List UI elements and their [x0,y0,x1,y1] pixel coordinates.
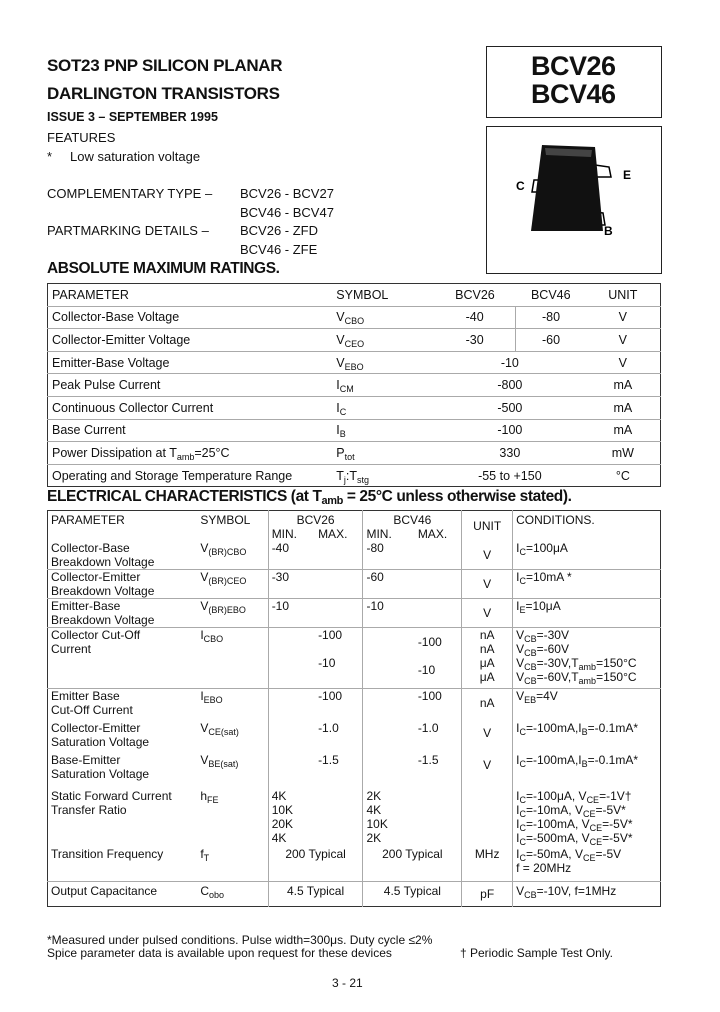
sym-sub: j [343,474,346,485]
pin-c-label: C [516,179,525,193]
footnote-3: † Periodic Sample Test Only. [460,946,613,960]
table-row [48,689,661,718]
symbol-cell [332,329,434,352]
param-cell [48,717,198,749]
unit-cell: V [462,599,513,628]
c-sub2: B [581,727,588,737]
symbol-cell [332,442,434,465]
min46-cell: -60 [363,570,415,599]
symbol-cell [197,749,268,781]
sym: V [336,310,345,325]
p1: Emitter Base [51,689,120,703]
unit-cell: °C [586,464,661,487]
max46-cell: -100 [415,689,462,718]
p1: Static Forward Current [51,789,172,803]
unit-cell: V [586,351,661,374]
max26-cell [315,628,363,689]
sym-sub: CEO [344,338,365,349]
title-line1: SOT23 PNP SILICON PLANAR [47,56,283,75]
value-cell: -55 to +150 [434,464,586,487]
symbol-cell [197,541,268,570]
bcv26-cell: -30 [434,329,516,352]
ec-h-symbol: SYMBOL [200,513,251,527]
value-cell: -500 [434,396,586,419]
unit-cell: V [462,570,513,599]
sym: V [336,355,345,370]
p-sub: amb [176,451,195,462]
sym2: :T [345,468,358,483]
unit-cell: mA [586,374,661,397]
v: 10K [366,817,388,831]
c: V [516,689,525,703]
ci: =-500mA, V [525,831,590,845]
sym-sub: (BR)EBO [208,605,246,615]
sym-sub: (BR)CEO [208,576,247,586]
pin-b-label: B [604,224,613,238]
c1b: =-5V [595,847,622,861]
partmarking-label: PARTMARKING DETAILS – [47,223,209,238]
symbol-cell [197,781,268,845]
c3b: =150°C [596,656,637,670]
param-cell: Base Current [48,419,333,442]
sym: T [336,468,344,483]
param-cell: Emitter-Base Voltage [48,351,333,374]
unit-cell: V [483,548,492,562]
typ46-cell: 200 Typical [363,845,462,882]
features-heading: FEATURES [47,130,116,145]
min26-cell: -10 [268,599,315,628]
max46-cell: -1.0 [415,717,462,749]
v: 2K [366,831,382,845]
symbol-cell [332,464,434,487]
unit-cell: V [586,306,661,329]
sym: V [200,599,209,613]
v: 4K [271,789,287,803]
sym: C [200,884,209,898]
amr-heading: ABSOLUTE MAXIMUM RATINGS. [47,260,280,277]
table-row [48,845,661,882]
table-row [48,306,661,329]
c-sub: C [519,576,526,586]
value-cell: 330 [434,442,586,465]
sym: I [200,628,204,642]
sym-sub: EBO [203,695,223,705]
symbol-cell [197,570,268,599]
min26-cell [268,781,315,845]
ec-heading-sub: amb [321,495,343,507]
p-tail: =25°C [194,445,230,460]
v2: -10 [417,663,436,677]
table-row [48,717,661,749]
c: I [516,599,520,613]
unit-cell: mA [586,419,661,442]
amr-header-row [48,284,661,307]
amr-h-bcv46: BCV46 [530,287,571,302]
c4b: =150°C [596,670,637,684]
cond-cell: $I_C=-50mA$, $V_{CE}=-5V$ f = 20MHz [513,845,661,882]
package-box [486,126,662,274]
v1: -100 [318,628,343,642]
page-number: 3 - 21 [332,976,363,990]
cv: =-5V* [602,831,633,845]
sym-sub: obo [208,890,225,900]
table-row [48,396,661,419]
ec-h-unit: UNIT [473,519,502,533]
ec-heading-pre: ELECTRICAL CHARACTERISTICS (at T [47,488,322,505]
c-tail: =-100mA,I [525,721,582,735]
amr-h-bcv26: BCV26 [455,287,495,302]
cv: =-5V* [602,817,633,831]
sym: h [200,789,207,803]
amr-h-param: PARAMETER [52,287,129,302]
symbol-cell [197,717,268,749]
param-cell [48,781,198,845]
unit-cell: mW [586,442,661,465]
v2: -10 [318,656,336,670]
cond-cell [513,717,661,749]
param-cell [48,689,198,718]
c-tail: =10μA [525,599,561,613]
cond-cell: $V_{CB}=-30V$ $V_{CB}=-60V$ $V_{CB}=-30V,T_{amb}=150^\circ C$ $V_{CB}=-60V,T_{amb}=150^\circ C$ [513,628,661,689]
amr-h-symbol: SYMBOL [336,287,389,302]
sym: I [336,400,340,415]
param-cell [48,541,198,570]
part-number-box [486,46,662,118]
ec-h-min26: MIN. [268,527,315,541]
complementary-label: COMPLEMENTARY TYPE – [47,186,213,201]
complementary-line1: BCV26 - BCV27 [240,186,334,201]
p2: Cut-Off Current [51,703,133,717]
sym: V [200,753,209,767]
max26-cell: -1.5 [318,753,339,767]
table-row [48,442,661,465]
u2: nA [479,642,495,656]
sym-sub: EBO [344,361,364,372]
v: 4K [366,803,382,817]
p2: Breakdown Voltage [51,584,155,598]
v1: -100 [417,635,442,649]
sym-sub: C [339,406,347,417]
complementary-line2: BCV46 - BCV47 [240,205,334,220]
min46-cell: -10 [363,599,415,628]
ec-heading [47,488,572,506]
p1: Collector-Base [51,541,130,555]
max46-cell [415,628,462,689]
ec-heading-post: = 25°C unless otherwise stated). [342,488,572,505]
amr-h-unit: UNIT [608,287,638,302]
cond-cell: $V_{CB}=-10V$, f=1MHz [513,882,661,907]
param-cell [48,628,198,689]
cv: =-1V† [599,789,632,803]
c: =-10V, f=1MHz [536,884,617,898]
c-sub2: B [581,759,588,769]
sym: f [200,847,204,861]
c-tail: =-100mA,I [525,753,582,767]
bcv26-cell: -40 [434,306,516,329]
symbol-cell [332,374,434,397]
max26-cell: -1.0 [318,721,339,735]
part-number-1: BCV26 [531,51,616,81]
c-tail2: =-0.1mA* [587,721,639,735]
cond-cell [513,689,661,718]
c-sub: E [519,605,526,615]
cond-cell [513,541,661,570]
ec-table [47,510,661,907]
sym-sub: (BR)CBO [208,547,247,557]
p1: Collector-Emitter [51,570,141,584]
c1a: =-50mA, V [525,847,583,861]
param-cell [48,749,198,781]
sym: P [336,445,345,460]
u4: μA [479,670,495,684]
cond-cell [513,599,661,628]
v: 4K [271,831,287,845]
unit-cell: MHz [474,847,500,861]
sym-sub: CM [339,384,354,395]
p1: Collector-Emitter [51,721,141,735]
param-cell [48,442,333,465]
unit-cell: pF [462,882,513,907]
symbol-cell [332,396,434,419]
sym-sub: CBO [203,634,224,644]
ec-h-min46: MIN. [363,527,415,541]
unit-cell: V [483,758,492,772]
v: 10K [271,803,294,817]
param-cell [48,570,198,599]
c-sub: C [519,547,526,557]
partmarking-line2: BCV46 - ZFE [240,242,318,257]
sym-sub: tot [344,451,355,462]
value-cell: -10 [434,351,586,374]
ec-h-bcv26: BCV26 [268,511,363,528]
bcv46-cell: -80 [516,306,586,329]
unit-cell: mA [586,396,661,419]
param-cell: Transition Frequency [51,847,164,861]
symbol-cell [332,351,434,374]
title-line2: DARLINGTON TRANSISTORS [47,84,280,103]
param-cell: Peak Pulse Current [48,374,333,397]
c-sub: C [519,759,526,769]
param-cell: Collector-Emitter Voltage [48,329,333,352]
value-cell: -100 [434,419,586,442]
symbol-cell [197,689,268,718]
p: Power Dissipation at T [52,445,177,460]
amr-table [47,283,661,487]
symbol-cell [332,419,434,442]
ec-h-max26: MAX. [318,527,348,541]
min26-cell: -40 [268,541,315,570]
param-cell: Output Capacitance [48,882,198,907]
c: I [516,570,520,584]
sot23-package-icon [487,127,661,273]
table-row [48,329,661,352]
sym-sub: T [203,853,210,863]
footnote-1: *Measured under pulsed conditions. Pulse width=300μs. Duty cycle ≤2% [47,933,433,947]
symbol-cell [197,599,268,628]
table-row [48,541,661,570]
table-row [48,570,661,599]
p2: Breakdown Voltage [51,555,155,569]
ec-subheader-row [48,527,661,541]
sym2-sub: stg [357,474,370,485]
unit-cell: V [586,329,661,352]
symbol-cell [197,882,268,907]
ec-h-max46: MAX. [415,527,462,541]
ci: =-100μA, V [525,789,587,803]
sym: V [336,332,345,347]
unit-cell [462,628,513,689]
c-tail2: =-0.1mA* [587,753,639,767]
ec-h-bcv46: BCV46 [363,511,462,528]
table-row [48,781,661,845]
table-row [48,882,661,907]
min26-cell: -30 [268,570,315,599]
sym-sub: FE [207,795,219,805]
bcv46-cell: -60 [516,329,586,352]
sym-sub: CBO [344,316,365,327]
c3a: =-30V,T [536,656,579,670]
table-row [48,464,661,487]
unit-cell: V [483,726,492,740]
p2: Transfer Ratio [51,803,127,817]
ec-header-row [48,511,661,528]
u1: nA [479,628,495,642]
typ26-cell: 200 Typical [268,845,363,882]
c: I [516,753,520,767]
c2: f = 20MHz [516,861,572,875]
c: I [516,721,520,735]
table-row [48,374,661,397]
unit-cell: nA [462,689,513,718]
min46-cell: -80 [363,541,415,570]
sym: I [336,423,340,438]
cond-cell [513,570,661,599]
v: 20K [271,817,294,831]
symbol-cell [332,306,434,329]
typ26-cell: 4.5 Typical [268,882,363,907]
cv: =-5V* [595,803,626,817]
p2: Current [51,642,92,656]
sym: I [336,378,340,393]
max46-cell: -1.5 [415,749,462,781]
table-row [48,628,661,689]
footnote-2: Spice parameter data is available upon request for these devices [47,946,392,960]
c: I [516,541,520,555]
p2: Saturation Voltage [51,735,150,749]
p2: Saturation Voltage [51,767,150,781]
max26-cell: -100 [315,689,363,718]
p1: Base-Emitter [51,753,121,767]
features-bullet: * [47,149,53,164]
table-row [48,351,661,374]
value-cell: -800 [434,374,586,397]
typ46-cell: 4.5 Typical [363,882,462,907]
sym-sub: CE(sat) [208,727,239,737]
p1: Emitter-Base [51,599,121,613]
issue-line: ISSUE 3 – SEPTEMBER 1995 [47,110,218,124]
param-cell [48,599,198,628]
sym-sub: B [339,429,346,440]
symbol-cell [197,628,268,689]
c-tail: =4V [536,689,558,703]
c-sub: C [519,727,526,737]
sym-sub: BE(sat) [208,759,239,769]
c-sub: EB [524,695,537,705]
table-row [48,419,661,442]
v: 2K [366,789,382,803]
sym: V [200,570,209,584]
sym: V [200,721,209,735]
c-tail: =10mA * [525,570,572,584]
c1: =-30V [536,628,569,642]
ci: =-10mA, V [525,803,583,817]
p1: Collector Cut-Off [51,628,141,642]
pin-e-label: E [623,168,632,182]
features-item: Low saturation voltage [70,149,201,164]
symbol-cell [197,845,268,882]
partmarking-line1: BCV26 - ZFD [240,223,319,238]
cond-cell: $I_C=-100\mu A$, $V_{CE}=-1V\dagger$ $I_C=-10mA$, $V_{CE}=-5V*$ $I_C=-100mA$, $V_{CE}=-5V*$ $I_C=-500mA$, $V_{CE}=-5V*$ [513,781,661,845]
cond-cell [513,749,661,781]
ec-h-cond: CONDITIONS. [513,511,661,528]
c4a: =-60V,T [536,670,579,684]
ec-h-param: PARAMETER [51,513,125,527]
param-cell: Collector-Base Voltage [48,306,333,329]
c2: =-60V [536,642,569,656]
table-row [48,749,661,781]
param-cell: Operating and Storage Temperature Range [48,464,333,487]
min46-cell [363,781,415,845]
c-tail: =100μA [525,541,568,555]
sym: I [200,689,204,703]
p2: Breakdown Voltage [51,613,155,627]
part-number-2: BCV46 [531,79,616,109]
u3: μA [479,656,495,670]
table-row [48,599,661,628]
param-cell: Continuous Collector Current [48,396,333,419]
ci: =-100mA, V [525,817,590,831]
sym: V [200,541,209,555]
